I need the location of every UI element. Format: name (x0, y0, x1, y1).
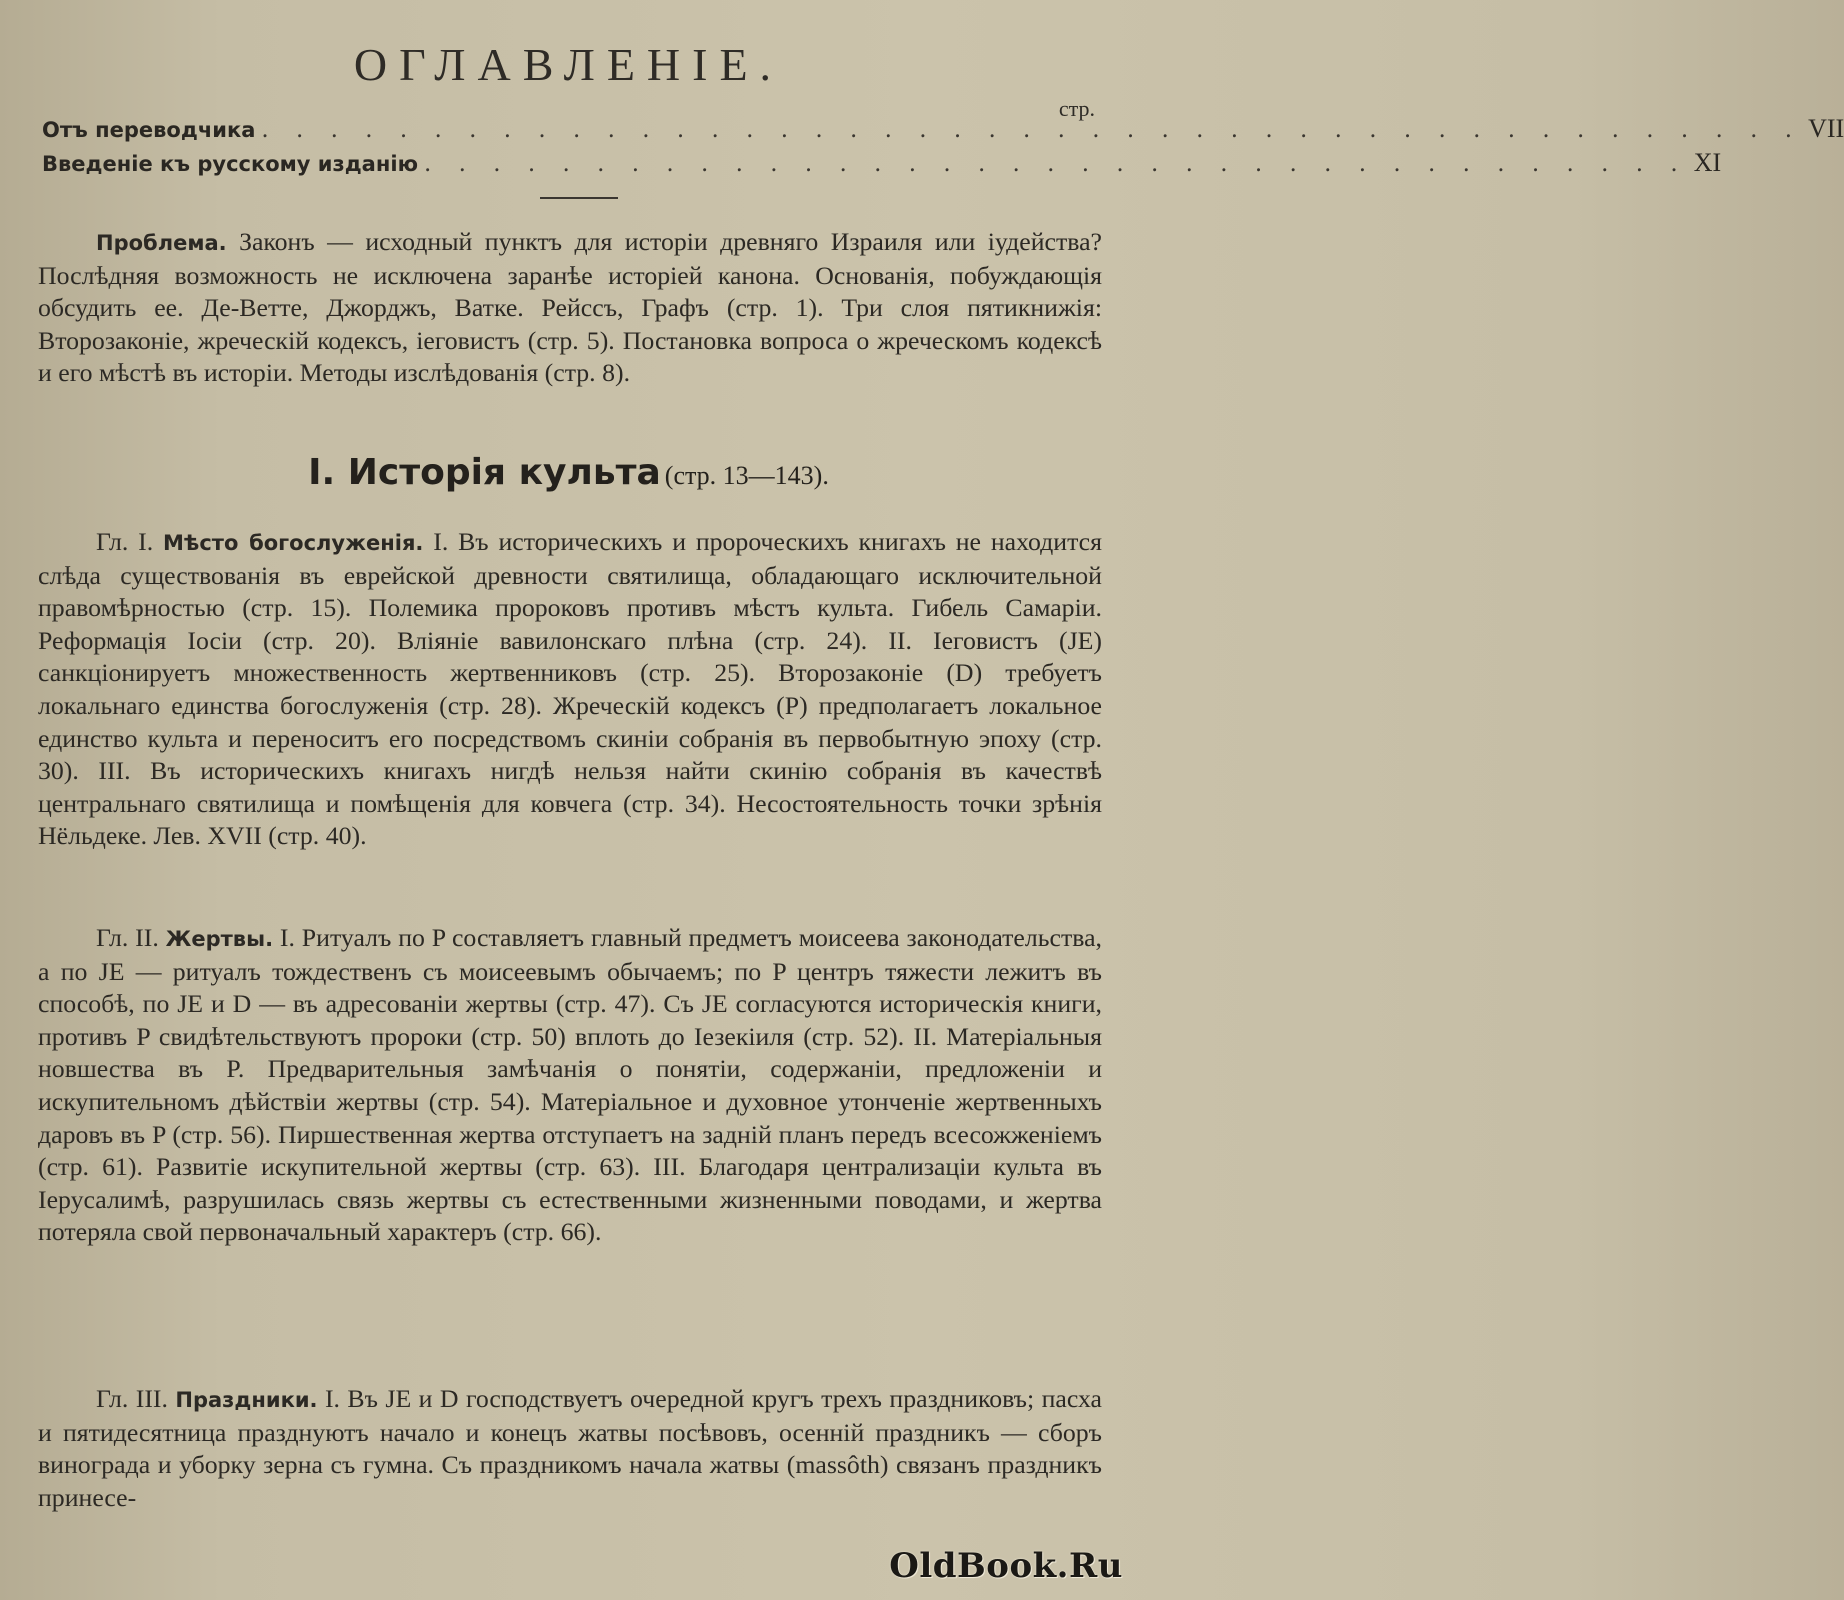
chapter-1-paragraph (38, 526, 1102, 853)
chapter-heading: Праздники. (175, 1388, 318, 1412)
chapter-heading: Жертвы. (165, 927, 274, 951)
toc-entry-label: Введеніе къ русскому изданію (42, 152, 418, 176)
chapter-number: Гл. III. (96, 1384, 168, 1413)
chapter-text: I. Въ историческихъ и пророческихъ книгахъ не находится слѣда существованія въ еврейской древности святилища, обладающаго исключительной правомѣрностью (стр. 15). Полемика пророковъ противъ мѣстъ культа. Гибель Самаріи. Реформація Іосіи (стр. 20). Вліяніе вавилонскаго плѣна (стр. 24). II. Іеговистъ (JE) санкціонируетъ множественность жертвенниковъ (стр. 25). Второзаконіе (D) требуетъ локальнаго единства богослуженія (стр. 28). Жреческій кодексъ (P) предполагаетъ локальное единство культа и переноситъ его посредствомъ скиніи собранія въ первобытную эпоху (стр. 30). III. Въ историческихъ книгахъ нигдѣ нельзя найти скинію собранія въ качествѣ центральнаго святилища и помѣщенія для ковчега (стр. 34). Несостоятельность точки зрѣнія Нёльдеке. Лев. XVII (стр. 40). (38, 527, 1102, 851)
chapter-3-paragraph (38, 1383, 1102, 1514)
page-column-header: стр. (1058, 96, 1095, 121)
watermark-logo: OldBook.Ru (889, 1546, 1123, 1586)
toc-entry-page: XI (1693, 148, 1722, 177)
page-title: ОГЛАВЛЕНІЕ. (353, 39, 784, 90)
problem-text: Законъ — исходный пунктъ для исторіи древняго Израиля или іудейства? Послѣдняя возможность не исключена заранѣе исторіей канона. Основанія, побуждающія обсудить ее. Де-Ветте, Джорджъ, Ватке. Рейссъ, Графъ (стр. 1). Три слоя пятикнижія: Второзаконіе, жреческій кодексъ, іеговистъ (стр. 5). Постановка вопроса о жреческомъ кодексѣ и его мѣстѣ въ исторіи. Методы изслѣдованія (стр. 8). (38, 227, 1102, 388)
toc-leader-dots: . . . . . . . . . . . . . . . . . . . . . . . . . . . . . . . . . . . . . . . . . . . . . (261, 117, 1803, 143)
toc-entry-introduction (42, 148, 1722, 182)
toc-leader-dots: . . . . . . . . . . . . . . . . . . . . . . . . . . . . . . . . . . . . . (423, 151, 1688, 177)
chapter-text: I. Въ JE и D господствуетъ очередной кругъ трехъ праздниковъ; пасха и пятидесятница празднуютъ начало и конецъ жатвы посѣвовъ, осенній праздникъ — сборъ винограда и уборку зерна съ гумна. Съ праздникомъ начала жатвы (massôth) связанъ праздникъ принесе- (38, 1384, 1103, 1512)
section-heading (0, 452, 1137, 493)
chapter-number: Гл. II. (96, 923, 159, 952)
chapter-heading: Мѣсто богослуженія. (163, 531, 424, 555)
problem-paragraph (38, 226, 1102, 390)
chapter-number: Гл. I. (96, 527, 154, 556)
toc-entry-translator (42, 114, 1844, 148)
section-title: I. Исторія культа (308, 452, 661, 493)
problem-heading: Проблема. (96, 231, 227, 255)
separator-rule (540, 197, 618, 199)
chapter-text: I. Ритуалъ по P составляетъ главный предметъ моисеева законодательства, а по JE — ритуалъ тождественъ съ моисеевымъ обычаемъ; по P центръ тяжести лежитъ въ способѣ, по JE и D — въ адресованіи жертвы (стр. 47). Съ JE согласуются историческія книги, противъ P свидѣтельствуютъ пророки (стр. 50) вплоть до Іезекіиля (стр. 52). II. Матеріальныя новшества въ P. Предварительныя замѣчанія о понятіи, содержаніи, предложеніи и искупительномъ дѣйствіи жертвы (стр. 54). Матеріальное и духовное утонченіе жертвенныхъ даровъ въ P (стр. 56). Пиршественная жертва отступаетъ на задній планъ передъ всесожженіемъ (стр. 61). Развитіе искупительной жертвы (стр. 63). III. Благодаря централизаціи культа въ Іерусалимѣ, разрушилась связь жертвы съ естественными жизненными поводами, и жертва потеряла свой первоначальный характеръ (стр. 66). (38, 923, 1102, 1247)
chapter-2-paragraph (38, 922, 1102, 1249)
toc-entry-page: VII (1808, 114, 1844, 143)
section-pages: (стр. 13—143). (664, 461, 829, 490)
toc-entry-label: Отъ переводчика (42, 118, 256, 142)
